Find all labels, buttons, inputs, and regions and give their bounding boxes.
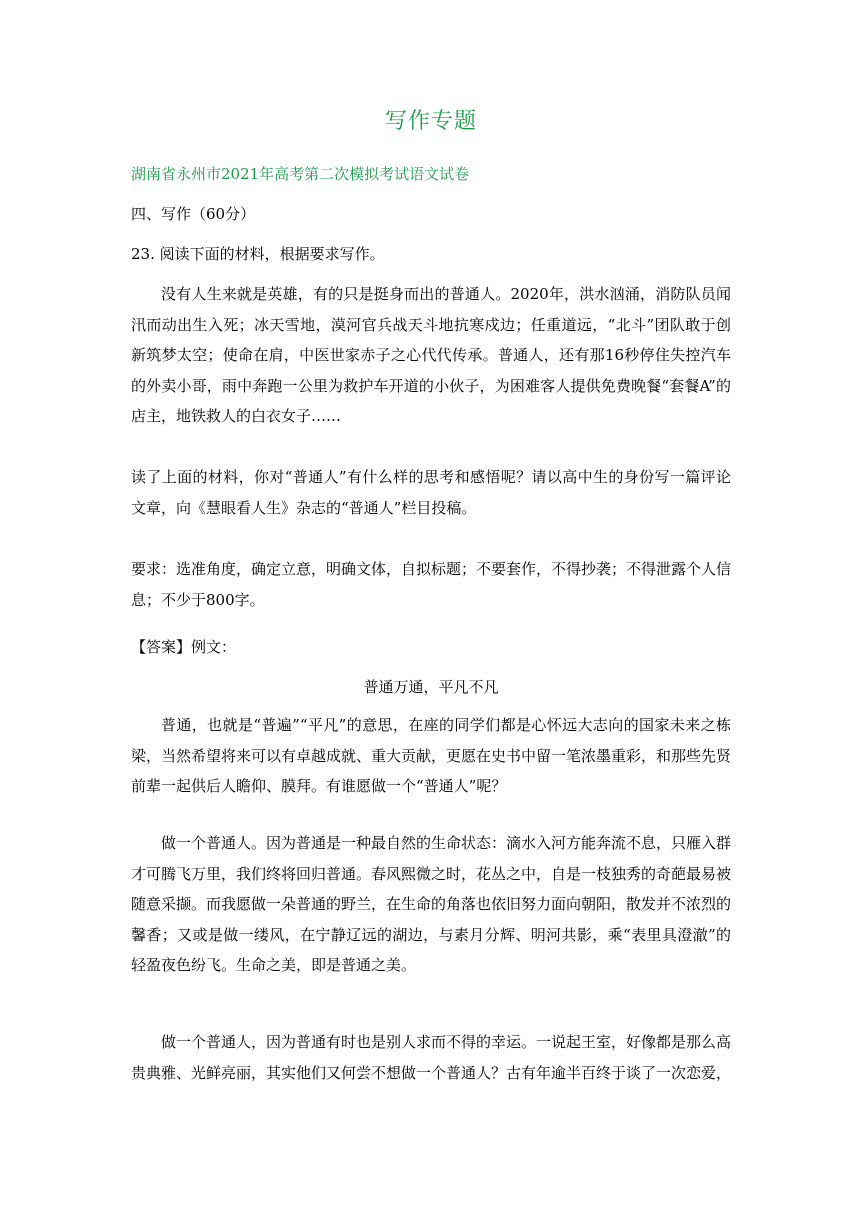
exam-source: 湖南省永州市2021年高考第二次模拟考试语文试卷 bbox=[131, 165, 470, 183]
essay-paragraph: 做一个普通人。因为普通是一种最自然的生命状态：滴水入河方能奔流不息，只雁入群才可腾飞万里，我们终将回归普通。春风熙微之时，花丛之中，自是一枝独秀的奇葩最易被随意采撷。而我愿做一朵普通的野兰，在生命的角落也依旧努力面向朝阳，散发并不浓烈的馨香；又或是做一缕风，在宁静辽远的湖边，与素月分辉、明河共影，乘“表里具澄澈”的轻盈夜色纷飞。生命之美，即是普通之美。 bbox=[131, 834, 732, 974]
section-heading: 四、写作（60分） bbox=[131, 205, 256, 223]
writing-requirements: 要求：选准角度，确定立意，明确文体，自拟标题；不要套作，不得抄袭；不得泄露个人信息；不少于800字。 bbox=[131, 560, 732, 609]
essay-title: 普通万通，平凡不凡 bbox=[363, 678, 499, 696]
writing-prompt: 读了上面的材料，你对“普通人”有什么样的思考和感悟呢？请以高中生的身份写一篇评论文章，向《慧眼看人生》杂志的“普通人”栏目投稿。 bbox=[131, 468, 731, 517]
page-title: 写作专题 bbox=[384, 109, 477, 134]
question-text: 23. 阅读下面的材料，根据要求写作。 bbox=[131, 245, 385, 263]
essay-paragraph: 做一个普通人，因为普通有时也是别人求而不得的幸运。一说起王室，好像都是那么高贵典雅、光鲜亮丽，其实他们又何尝不想做一个普通人？古有年逾半百终于谈了一次恋爱， bbox=[131, 1033, 732, 1082]
material-paragraph: 没有人生来就是英雄，有的只是挺身而出的普通人。2020年，洪水汹涌，消防队员闻汛而动出生入死；冰天雪地，漠河官兵战天斗地抗寒戍边；任重道远，“北斗”团队敢于创新筑梦太空；使命在肩，中医世家赤子之心代代传承。普通人，还有那16秒停住失控汽车的外卖小哥，雨中奔跑一公里为救护车开道的小伙子，为困难客人提供免费晚餐“套餐A”的店主，地铁救人的白衣女子…… bbox=[131, 285, 731, 425]
essay-paragraph: 普通，也就是“普遍”“平凡”的意思，在座的同学们都是心怀远大志向的国家未来之栋梁，当然希望将来可以有卓越成就、重大贡献，更愿在史书中留一笔浓墨重彩，和那些先贤前辈一起供后人瞻仰、膜拜。有谁愿做一个“普通人”呢？ bbox=[131, 716, 732, 795]
answer-label: 【答案】例文： bbox=[131, 638, 237, 656]
